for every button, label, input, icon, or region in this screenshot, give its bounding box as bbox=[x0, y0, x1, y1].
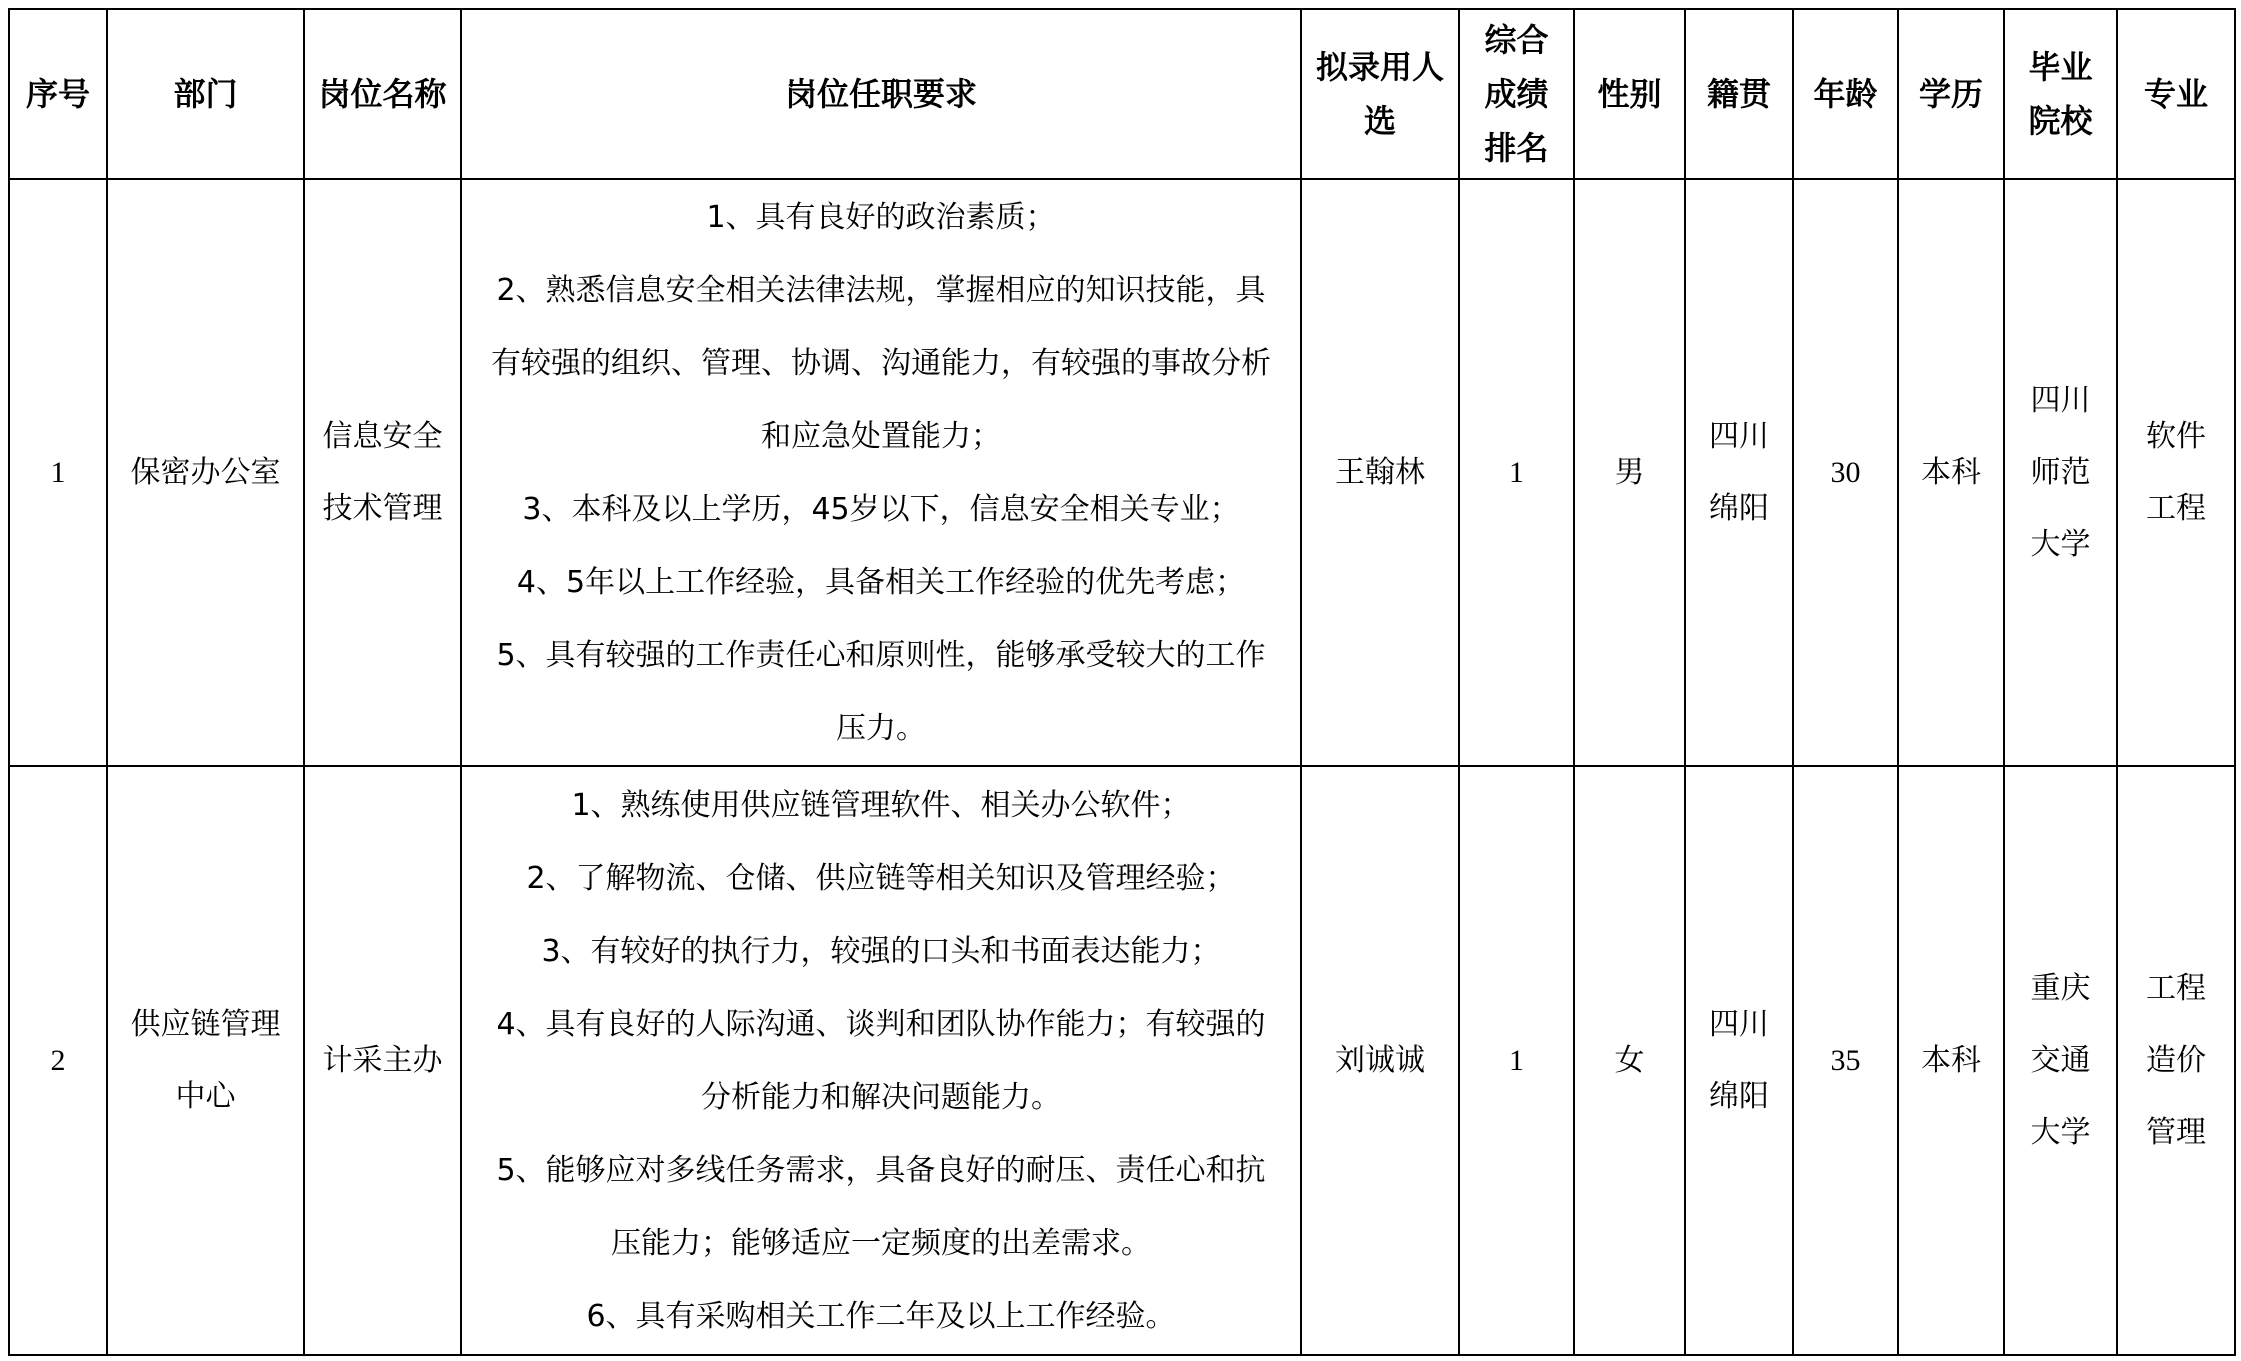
header-major: 专业 bbox=[2117, 9, 2235, 179]
cell-origin-line: 四川 bbox=[1709, 1006, 1769, 1042]
cell-school-line: 交通 bbox=[2030, 1042, 2091, 1078]
requirement-line: 5、能够应对多线任务需求，具备良好的耐压、责任心和抗 bbox=[496, 1152, 1266, 1188]
cell-origin-line: 绵阳 bbox=[1709, 490, 1769, 526]
cell-age: 35 bbox=[1793, 766, 1898, 1355]
cell-candidate: 王翰林 bbox=[1301, 179, 1459, 766]
cell-school-line: 四川 bbox=[2030, 382, 2091, 418]
cell-position-line: 技术管理 bbox=[322, 490, 443, 526]
cell-dept-line: 中心 bbox=[175, 1078, 236, 1114]
cell-origin-line: 绵阳 bbox=[1709, 1078, 1769, 1114]
cell-school bbox=[2004, 179, 2117, 766]
cell-rank: 1 bbox=[1459, 179, 1574, 766]
requirement-line: 6、具有采购相关工作二年及以上工作经验。 bbox=[586, 1298, 1176, 1334]
requirement-line: 1、熟练使用供应链管理软件、相关办公软件； bbox=[571, 787, 1191, 823]
cell-position bbox=[304, 766, 461, 1355]
header-rank bbox=[1459, 9, 1574, 179]
cell-requirements bbox=[461, 766, 1301, 1355]
header-row bbox=[9, 9, 2235, 179]
requirement-line: 2、了解物流、仓储、供应链等相关知识及管理经验； bbox=[526, 860, 1236, 896]
cell-school bbox=[2004, 766, 2117, 1355]
header-gender: 性别 bbox=[1574, 9, 1685, 179]
header-requirements: 岗位任职要求 bbox=[461, 9, 1301, 179]
cell-major bbox=[2117, 179, 2235, 766]
requirement-line: 分析能力和解决问题能力。 bbox=[701, 1079, 1061, 1115]
cell-school-line: 大学 bbox=[2030, 526, 2091, 562]
cell-candidate: 刘诚诚 bbox=[1301, 766, 1459, 1355]
cell-school-line: 大学 bbox=[2030, 1114, 2091, 1150]
header-seq: 序号 bbox=[9, 9, 107, 179]
requirement-line: 4、具有良好的人际沟通、谈判和团队协作能力；有较强的 bbox=[496, 1006, 1266, 1042]
cell-major-line: 工程 bbox=[2146, 490, 2206, 526]
cell-gender: 男 bbox=[1574, 179, 1685, 766]
cell-major-line: 造价 bbox=[2146, 1042, 2206, 1078]
cell-school-line: 重庆 bbox=[2030, 970, 2091, 1006]
header-rank-line: 成绩 bbox=[1484, 75, 1549, 113]
cell-position-line: 信息安全 bbox=[322, 418, 443, 454]
header-education: 学历 bbox=[1898, 9, 2004, 179]
requirement-line: 3、本科及以上学历，45岁以下，信息安全相关专业； bbox=[522, 491, 1240, 527]
table-row bbox=[9, 179, 2235, 766]
cell-seq: 1 bbox=[9, 179, 107, 766]
cell-major bbox=[2117, 766, 2235, 1355]
header-dept: 部门 bbox=[107, 9, 304, 179]
cell-origin-line: 四川 bbox=[1709, 418, 1769, 454]
header-candidate-line: 选 bbox=[1363, 102, 1396, 140]
cell-major-line: 管理 bbox=[2146, 1114, 2206, 1150]
requirement-line: 4、5年以上工作经验，具备相关工作经验的优先考虑； bbox=[516, 564, 1246, 600]
header-position: 岗位名称 bbox=[304, 9, 461, 179]
cell-dept bbox=[107, 179, 304, 766]
requirement-line: 有较强的组织、管理、协调、沟通能力，有较强的事故分析 bbox=[491, 345, 1271, 381]
cell-dept-line: 保密办公室 bbox=[130, 454, 281, 490]
header-school bbox=[2004, 9, 2117, 179]
requirement-line: 和应急处置能力； bbox=[761, 418, 1001, 454]
cell-origin bbox=[1685, 179, 1793, 766]
cell-dept bbox=[107, 766, 304, 1355]
cell-major-line: 工程 bbox=[2146, 970, 2206, 1006]
hiring-table bbox=[8, 8, 2236, 1356]
cell-requirements bbox=[461, 179, 1301, 766]
requirement-line: 2、熟悉信息安全相关法律法规，掌握相应的知识技能，具 bbox=[496, 272, 1266, 308]
requirement-line: 1、具有良好的政治素质； bbox=[706, 199, 1056, 235]
header-school-line: 毕业 bbox=[2028, 48, 2093, 86]
cell-rank: 1 bbox=[1459, 766, 1574, 1355]
header-rank-line: 排名 bbox=[1484, 129, 1549, 167]
requirement-line: 3、有较好的执行力，较强的口头和书面表达能力； bbox=[541, 933, 1221, 969]
requirement-line: 压力。 bbox=[836, 710, 926, 746]
cell-position bbox=[304, 179, 461, 766]
cell-seq: 2 bbox=[9, 766, 107, 1355]
requirement-line: 压能力；能够适应一定频度的出差需求。 bbox=[611, 1225, 1151, 1261]
header-candidate bbox=[1301, 9, 1459, 179]
header-school-line: 院校 bbox=[2028, 102, 2093, 140]
cell-age: 30 bbox=[1793, 179, 1898, 766]
cell-gender: 女 bbox=[1574, 766, 1685, 1355]
cell-dept-line: 供应链管理 bbox=[130, 1006, 281, 1042]
header-candidate-line: 拟录用人 bbox=[1315, 48, 1444, 86]
cell-position-line: 计采主办 bbox=[322, 1042, 443, 1078]
table-row bbox=[9, 766, 2235, 1355]
cell-education: 本科 bbox=[1898, 179, 2004, 766]
cell-major-line: 软件 bbox=[2146, 418, 2206, 454]
header-age: 年龄 bbox=[1793, 9, 1898, 179]
header-rank-line: 综合 bbox=[1484, 21, 1549, 59]
cell-school-line: 师范 bbox=[2030, 454, 2091, 490]
header-origin: 籍贯 bbox=[1685, 9, 1793, 179]
cell-origin bbox=[1685, 766, 1793, 1355]
cell-education: 本科 bbox=[1898, 766, 2004, 1355]
requirement-line: 5、具有较强的工作责任心和原则性，能够承受较大的工作 bbox=[496, 637, 1266, 673]
